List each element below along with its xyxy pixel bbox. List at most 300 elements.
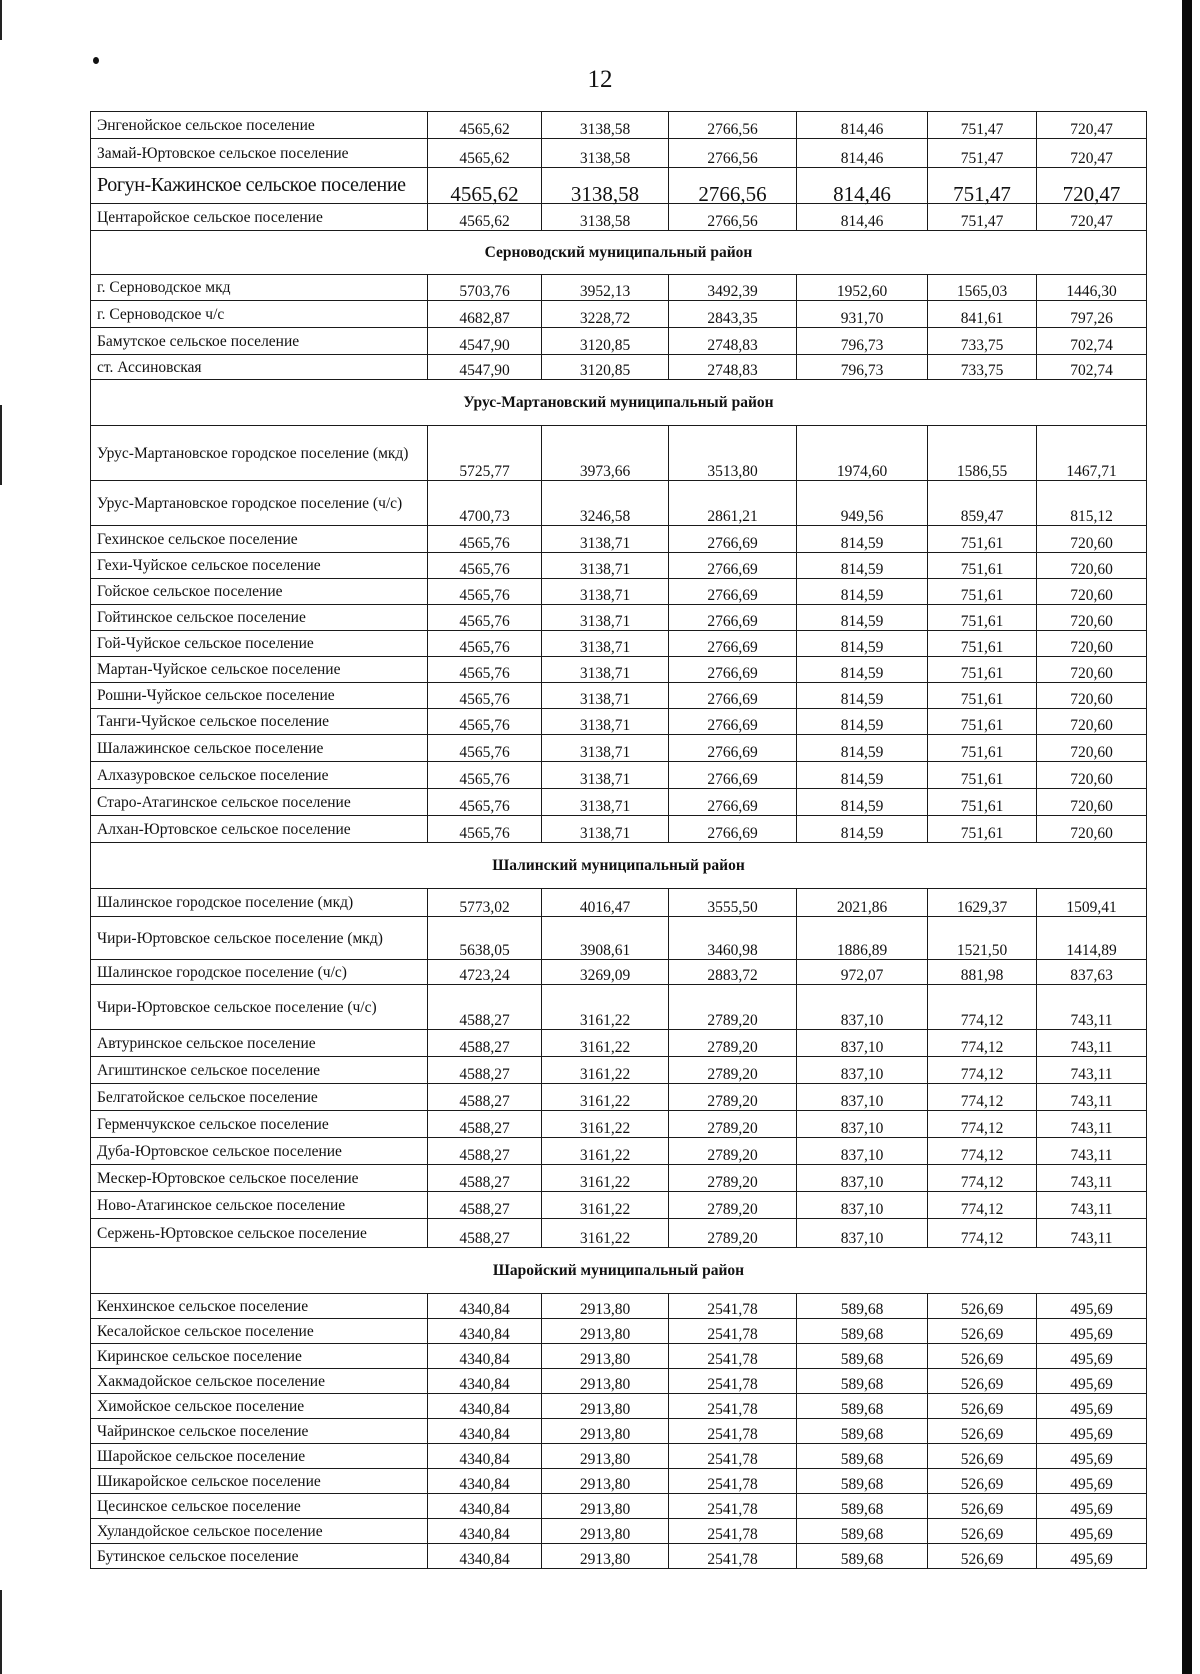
settlement-name: Агиштинское сельское поселение (91, 1057, 428, 1084)
value-cell-4: 1974,60 (797, 426, 928, 481)
value-cell-3: 2766,69 (669, 709, 797, 735)
value-cell-5: 526,69 (928, 1544, 1037, 1569)
table-row (91, 1394, 1147, 1419)
value-cell-5: 733,75 (928, 355, 1037, 380)
value-cell-1: 4340,84 (428, 1344, 542, 1369)
settlement-name: Алхазуровское сельское поселение (91, 762, 428, 789)
value-cell-2: 2913,80 (542, 1294, 669, 1319)
value-cell-5: 751,61 (928, 789, 1037, 816)
settlement-name: Кесалойское сельское поселение (91, 1319, 428, 1344)
value-cell-3: 2766,69 (669, 605, 797, 631)
value-cell-1: 4565,76 (428, 631, 542, 657)
value-cell-4: 814,59 (797, 762, 928, 789)
value-cell-6: 797,26 (1037, 301, 1147, 328)
table-row (91, 275, 1147, 301)
value-cell-3: 2766,69 (669, 735, 797, 762)
value-cell-2: 3138,58 (542, 139, 669, 168)
settlement-name: Алхан-Юртовское сельское поселение (91, 816, 428, 843)
value-cell-3: 2541,78 (669, 1369, 797, 1394)
value-cell-3: 2843,35 (669, 301, 797, 328)
table-body (91, 112, 1147, 1569)
value-cell-5: 774,12 (928, 1219, 1037, 1248)
value-cell-6: 720,60 (1037, 631, 1147, 657)
scan-margin-mark (0, 1590, 2, 1674)
value-cell-1: 5703,76 (428, 275, 542, 301)
value-cell-1: 4565,76 (428, 683, 542, 709)
value-cell-1: 4340,84 (428, 1394, 542, 1419)
table-row (91, 1294, 1147, 1319)
value-cell-4: 796,73 (797, 328, 928, 355)
settlement-name: Шалажинское сельское поселение (91, 735, 428, 762)
value-cell-5: 751,61 (928, 657, 1037, 683)
value-cell-6: 495,69 (1037, 1494, 1147, 1519)
value-cell-4: 814,59 (797, 683, 928, 709)
value-cell-5: 1629,37 (928, 889, 1037, 917)
value-cell-1: 4565,76 (428, 526, 542, 553)
value-cell-1: 4547,90 (428, 328, 542, 355)
value-cell-4: 837,10 (797, 1084, 928, 1111)
value-cell-5: 859,47 (928, 481, 1037, 526)
value-cell-2: 3138,71 (542, 816, 669, 843)
value-cell-4: 837,10 (797, 1165, 928, 1192)
value-cell-2: 3138,58 (542, 204, 669, 231)
scan-dot (93, 57, 99, 64)
settlement-name: Гойтинское сельское поселение (91, 605, 428, 631)
value-cell-6: 1467,71 (1037, 426, 1147, 481)
table-row (91, 816, 1147, 843)
value-cell-3: 2541,78 (669, 1469, 797, 1494)
value-cell-3: 2766,56 (669, 139, 797, 168)
value-cell-5: 774,12 (928, 1165, 1037, 1192)
table-row (91, 789, 1147, 816)
value-cell-6: 743,11 (1037, 1084, 1147, 1111)
settlement-name: Чайринское сельское поселение (91, 1419, 428, 1444)
value-cell-3: 2789,20 (669, 985, 797, 1030)
settlement-name: Цесинское сельское поселение (91, 1494, 428, 1519)
value-cell-6: 720,60 (1037, 735, 1147, 762)
value-cell-2: 3120,85 (542, 328, 669, 355)
settlement-name: Центаройское сельское поселение (91, 204, 428, 231)
value-cell-1: 4588,27 (428, 1138, 542, 1165)
value-cell-6: 720,60 (1037, 553, 1147, 579)
value-cell-4: 837,10 (797, 1111, 928, 1138)
value-cell-5: 526,69 (928, 1294, 1037, 1319)
value-cell-6: 720,60 (1037, 605, 1147, 631)
value-cell-3: 2766,56 (669, 112, 797, 139)
value-cell-3: 2883,72 (669, 960, 797, 985)
value-cell-2: 3138,58 (542, 168, 669, 204)
table-row (91, 683, 1147, 709)
section-row (91, 231, 1147, 275)
value-cell-1: 4565,76 (428, 709, 542, 735)
value-cell-1: 4340,84 (428, 1519, 542, 1544)
section-row (91, 843, 1147, 889)
value-cell-4: 1886,89 (797, 917, 928, 960)
value-cell-1: 4565,76 (428, 816, 542, 843)
value-cell-4: 589,68 (797, 1319, 928, 1344)
value-cell-4: 814,59 (797, 709, 928, 735)
value-cell-5: 526,69 (928, 1469, 1037, 1494)
value-cell-5: 881,98 (928, 960, 1037, 985)
table-row (91, 1369, 1147, 1394)
value-cell-6: 720,47 (1037, 112, 1147, 139)
settlement-name: Замай-Юртовское сельское поселение (91, 139, 428, 168)
value-cell-6: 495,69 (1037, 1419, 1147, 1444)
table-row (91, 355, 1147, 380)
settlement-name: Энгенойское сельское поселение (91, 112, 428, 139)
value-cell-3: 2766,69 (669, 657, 797, 683)
tariff-table (90, 111, 1147, 1569)
value-cell-5: 841,61 (928, 301, 1037, 328)
value-cell-5: 526,69 (928, 1419, 1037, 1444)
table-row (91, 605, 1147, 631)
settlement-name: Киринское сельское поселение (91, 1344, 428, 1369)
value-cell-3: 2766,69 (669, 631, 797, 657)
value-cell-1: 4340,84 (428, 1294, 542, 1319)
value-cell-6: 1509,41 (1037, 889, 1147, 917)
settlement-name: Герменчукское сельское поселение (91, 1111, 428, 1138)
value-cell-6: 702,74 (1037, 328, 1147, 355)
value-cell-5: 733,75 (928, 328, 1037, 355)
settlement-name: Хакмадойское сельское поселение (91, 1369, 428, 1394)
value-cell-1: 4588,27 (428, 1219, 542, 1248)
table-row (91, 762, 1147, 789)
value-cell-4: 589,68 (797, 1544, 928, 1569)
value-cell-3: 2789,20 (669, 1030, 797, 1057)
value-cell-4: 589,68 (797, 1344, 928, 1369)
table-row (91, 1519, 1147, 1544)
value-cell-2: 2913,80 (542, 1319, 669, 1344)
value-cell-2: 2913,80 (542, 1544, 669, 1569)
value-cell-5: 751,61 (928, 553, 1037, 579)
value-cell-2: 3161,22 (542, 1084, 669, 1111)
value-cell-2: 2913,80 (542, 1494, 669, 1519)
value-cell-2: 3138,71 (542, 579, 669, 605)
value-cell-6: 720,60 (1037, 762, 1147, 789)
settlement-name: Ново-Атагинское сельское поселение (91, 1192, 428, 1219)
table-row (91, 1192, 1147, 1219)
value-cell-4: 589,68 (797, 1444, 928, 1469)
value-cell-1: 4565,62 (428, 168, 542, 204)
settlement-name: ст. Ассиновская (91, 355, 428, 380)
value-cell-6: 495,69 (1037, 1519, 1147, 1544)
value-cell-2: 2913,80 (542, 1519, 669, 1544)
value-cell-6: 743,11 (1037, 1165, 1147, 1192)
value-cell-1: 4565,76 (428, 553, 542, 579)
value-cell-4: 2021,86 (797, 889, 928, 917)
settlement-name: Шалинское городское поселение (ч/с) (91, 960, 428, 985)
table-row (91, 985, 1147, 1030)
value-cell-1: 4340,84 (428, 1494, 542, 1519)
value-cell-4: 589,68 (797, 1494, 928, 1519)
value-cell-1: 4340,84 (428, 1369, 542, 1394)
value-cell-4: 814,59 (797, 657, 928, 683)
value-cell-4: 814,46 (797, 112, 928, 139)
value-cell-2: 3138,58 (542, 112, 669, 139)
value-cell-2: 2913,80 (542, 1394, 669, 1419)
table-row (91, 1419, 1147, 1444)
value-cell-1: 4565,62 (428, 112, 542, 139)
value-cell-3: 2766,69 (669, 579, 797, 605)
value-cell-3: 2789,20 (669, 1219, 797, 1248)
value-cell-4: 814,59 (797, 789, 928, 816)
settlement-name: Гойское сельское поселение (91, 579, 428, 605)
value-cell-2: 3246,58 (542, 481, 669, 526)
value-cell-5: 751,47 (928, 112, 1037, 139)
value-cell-1: 4565,76 (428, 579, 542, 605)
table-row (91, 1344, 1147, 1369)
value-cell-2: 2913,80 (542, 1369, 669, 1394)
table-row (91, 1165, 1147, 1192)
value-cell-2: 2913,80 (542, 1344, 669, 1369)
value-cell-1: 4588,27 (428, 985, 542, 1030)
value-cell-4: 837,10 (797, 1192, 928, 1219)
table-row (91, 112, 1147, 139)
value-cell-3: 2789,20 (669, 1165, 797, 1192)
value-cell-3: 3513,80 (669, 426, 797, 481)
value-cell-1: 5773,02 (428, 889, 542, 917)
table-row (91, 168, 1147, 204)
value-cell-1: 4565,76 (428, 657, 542, 683)
value-cell-2: 3908,61 (542, 917, 669, 960)
settlement-name: Танги-Чуйское сельское поселение (91, 709, 428, 735)
value-cell-2: 3161,22 (542, 1138, 669, 1165)
value-cell-3: 3460,98 (669, 917, 797, 960)
value-cell-4: 814,59 (797, 816, 928, 843)
value-cell-2: 3138,71 (542, 789, 669, 816)
value-cell-4: 589,68 (797, 1519, 928, 1544)
table-row (91, 657, 1147, 683)
value-cell-5: 774,12 (928, 1030, 1037, 1057)
value-cell-1: 4565,62 (428, 139, 542, 168)
value-cell-3: 2541,78 (669, 1544, 797, 1569)
value-cell-4: 589,68 (797, 1419, 928, 1444)
value-cell-6: 743,11 (1037, 1057, 1147, 1084)
table-row (91, 1494, 1147, 1519)
value-cell-6: 720,60 (1037, 709, 1147, 735)
value-cell-5: 526,69 (928, 1394, 1037, 1419)
value-cell-3: 2766,56 (669, 204, 797, 231)
value-cell-3: 2541,78 (669, 1444, 797, 1469)
value-cell-1: 4565,76 (428, 789, 542, 816)
table-row (91, 1030, 1147, 1057)
value-cell-4: 972,07 (797, 960, 928, 985)
value-cell-5: 774,12 (928, 1111, 1037, 1138)
value-cell-1: 4588,27 (428, 1111, 542, 1138)
table-row (91, 1138, 1147, 1165)
value-cell-2: 3120,85 (542, 355, 669, 380)
value-cell-6: 495,69 (1037, 1319, 1147, 1344)
settlement-name: Бутинское сельское поселение (91, 1544, 428, 1569)
district-heading: Урус-Мартановский муниципальный район (91, 380, 1147, 426)
value-cell-6: 720,60 (1037, 526, 1147, 553)
table-row (91, 709, 1147, 735)
value-cell-4: 949,56 (797, 481, 928, 526)
value-cell-2: 2913,80 (542, 1469, 669, 1494)
value-cell-3: 2766,56 (669, 168, 797, 204)
value-cell-5: 526,69 (928, 1344, 1037, 1369)
settlement-name: Старо-Атагинское сельское поселение (91, 789, 428, 816)
value-cell-5: 751,61 (928, 526, 1037, 553)
value-cell-3: 2541,78 (669, 1319, 797, 1344)
value-cell-6: 720,47 (1037, 168, 1147, 204)
settlement-name: Гой-Чуйское сельское поселение (91, 631, 428, 657)
value-cell-2: 3161,22 (542, 1030, 669, 1057)
value-cell-5: 751,47 (928, 139, 1037, 168)
value-cell-3: 2789,20 (669, 1192, 797, 1219)
table-row (91, 139, 1147, 168)
value-cell-4: 589,68 (797, 1469, 928, 1494)
value-cell-1: 5725,77 (428, 426, 542, 481)
district-heading: Шаройский муниципальный район (91, 1248, 1147, 1294)
value-cell-5: 1521,50 (928, 917, 1037, 960)
value-cell-4: 837,10 (797, 985, 928, 1030)
value-cell-1: 4588,27 (428, 1165, 542, 1192)
settlement-name: Мескер-Юртовское сельское поселение (91, 1165, 428, 1192)
value-cell-4: 589,68 (797, 1294, 928, 1319)
table-row (91, 960, 1147, 985)
value-cell-6: 495,69 (1037, 1394, 1147, 1419)
value-cell-2: 3161,22 (542, 1057, 669, 1084)
value-cell-4: 837,10 (797, 1030, 928, 1057)
value-cell-5: 751,61 (928, 631, 1037, 657)
value-cell-3: 2766,69 (669, 526, 797, 553)
scan-margin-mark (0, 405, 2, 485)
value-cell-5: 774,12 (928, 1084, 1037, 1111)
value-cell-3: 2748,83 (669, 355, 797, 380)
table-row (91, 1319, 1147, 1344)
value-cell-4: 1952,60 (797, 275, 928, 301)
section-row (91, 380, 1147, 426)
value-cell-2: 3138,71 (542, 657, 669, 683)
value-cell-5: 751,61 (928, 579, 1037, 605)
table-row (91, 735, 1147, 762)
value-cell-1: 4588,27 (428, 1030, 542, 1057)
value-cell-5: 774,12 (928, 1057, 1037, 1084)
value-cell-1: 4565,62 (428, 204, 542, 231)
value-cell-2: 3228,72 (542, 301, 669, 328)
value-cell-6: 720,47 (1037, 204, 1147, 231)
value-cell-5: 751,61 (928, 735, 1037, 762)
value-cell-6: 743,11 (1037, 1219, 1147, 1248)
value-cell-3: 2766,69 (669, 762, 797, 789)
settlement-name: Рогун-Кажинское сельское поселение (91, 168, 428, 204)
district-heading: Шалинский муниципальный район (91, 843, 1147, 889)
table-row (91, 917, 1147, 960)
table-row (91, 481, 1147, 526)
settlement-name: Дуба-Юртовское сельское поселение (91, 1138, 428, 1165)
value-cell-3: 2766,69 (669, 553, 797, 579)
value-cell-5: 526,69 (928, 1519, 1037, 1544)
value-cell-1: 4340,84 (428, 1544, 542, 1569)
settlement-name: Хуландойское сельское поселение (91, 1519, 428, 1544)
value-cell-3: 2541,78 (669, 1394, 797, 1419)
value-cell-6: 720,60 (1037, 789, 1147, 816)
value-cell-2: 2913,80 (542, 1419, 669, 1444)
value-cell-6: 743,11 (1037, 985, 1147, 1030)
value-cell-2: 3161,22 (542, 1192, 669, 1219)
settlement-name: Мартан-Чуйское сельское поселение (91, 657, 428, 683)
settlement-name: Гехи-Чуйское сельское поселение (91, 553, 428, 579)
value-cell-3: 2748,83 (669, 328, 797, 355)
value-cell-1: 4682,87 (428, 301, 542, 328)
value-cell-5: 1586,55 (928, 426, 1037, 481)
settlement-name: Бамутское сельское поселение (91, 328, 428, 355)
value-cell-2: 3161,22 (542, 1219, 669, 1248)
value-cell-5: 526,69 (928, 1319, 1037, 1344)
value-cell-1: 4588,27 (428, 1084, 542, 1111)
settlement-name: Шаройское сельское поселение (91, 1444, 428, 1469)
value-cell-6: 743,11 (1037, 1111, 1147, 1138)
scan-margin-mark (0, 0, 2, 40)
value-cell-4: 814,59 (797, 605, 928, 631)
value-cell-5: 751,61 (928, 816, 1037, 843)
value-cell-5: 751,61 (928, 762, 1037, 789)
value-cell-5: 1565,03 (928, 275, 1037, 301)
value-cell-6: 837,63 (1037, 960, 1147, 985)
value-cell-3: 2541,78 (669, 1294, 797, 1319)
value-cell-5: 526,69 (928, 1494, 1037, 1519)
value-cell-3: 2861,21 (669, 481, 797, 526)
value-cell-2: 4016,47 (542, 889, 669, 917)
table-row (91, 426, 1147, 481)
table-row (91, 301, 1147, 328)
value-cell-1: 4565,76 (428, 605, 542, 631)
value-cell-4: 814,46 (797, 139, 928, 168)
value-cell-2: 3138,71 (542, 683, 669, 709)
settlement-name: Сержень-Юртовское сельское поселение (91, 1219, 428, 1248)
table-row (91, 526, 1147, 553)
value-cell-2: 3138,71 (542, 762, 669, 789)
value-cell-6: 720,60 (1037, 657, 1147, 683)
settlement-name: г. Серноводское мкд (91, 275, 428, 301)
value-cell-5: 774,12 (928, 1192, 1037, 1219)
value-cell-6: 743,11 (1037, 1030, 1147, 1057)
section-row (91, 1248, 1147, 1294)
settlement-name: Гехинское сельское поселение (91, 526, 428, 553)
settlement-name: Шалинское городское поселение (мкд) (91, 889, 428, 917)
value-cell-5: 751,61 (928, 683, 1037, 709)
value-cell-4: 837,10 (797, 1138, 928, 1165)
value-cell-5: 751,61 (928, 605, 1037, 631)
value-cell-6: 702,74 (1037, 355, 1147, 380)
settlement-name: Рошни-Чуйское сельское поселение (91, 683, 428, 709)
settlement-name: Урус-Мартановское городское поселение (мкд) (91, 426, 428, 481)
value-cell-4: 814,59 (797, 526, 928, 553)
value-cell-3: 2541,78 (669, 1419, 797, 1444)
settlement-name: Белгатойское сельское поселение (91, 1084, 428, 1111)
value-cell-5: 751,47 (928, 168, 1037, 204)
value-cell-6: 495,69 (1037, 1469, 1147, 1494)
value-cell-3: 2541,78 (669, 1344, 797, 1369)
table-row (91, 553, 1147, 579)
value-cell-4: 814,59 (797, 631, 928, 657)
value-cell-3: 2766,69 (669, 789, 797, 816)
value-cell-6: 495,69 (1037, 1344, 1147, 1369)
settlement-name: Кенхинское сельское поселение (91, 1294, 428, 1319)
value-cell-6: 720,47 (1037, 139, 1147, 168)
table-row (91, 1057, 1147, 1084)
value-cell-5: 526,69 (928, 1369, 1037, 1394)
value-cell-3: 3555,50 (669, 889, 797, 917)
value-cell-1: 4723,24 (428, 960, 542, 985)
value-cell-4: 814,59 (797, 735, 928, 762)
value-cell-1: 4547,90 (428, 355, 542, 380)
value-cell-6: 743,11 (1037, 1192, 1147, 1219)
value-cell-2: 3973,66 (542, 426, 669, 481)
table-row (91, 1469, 1147, 1494)
value-cell-3: 2789,20 (669, 1057, 797, 1084)
